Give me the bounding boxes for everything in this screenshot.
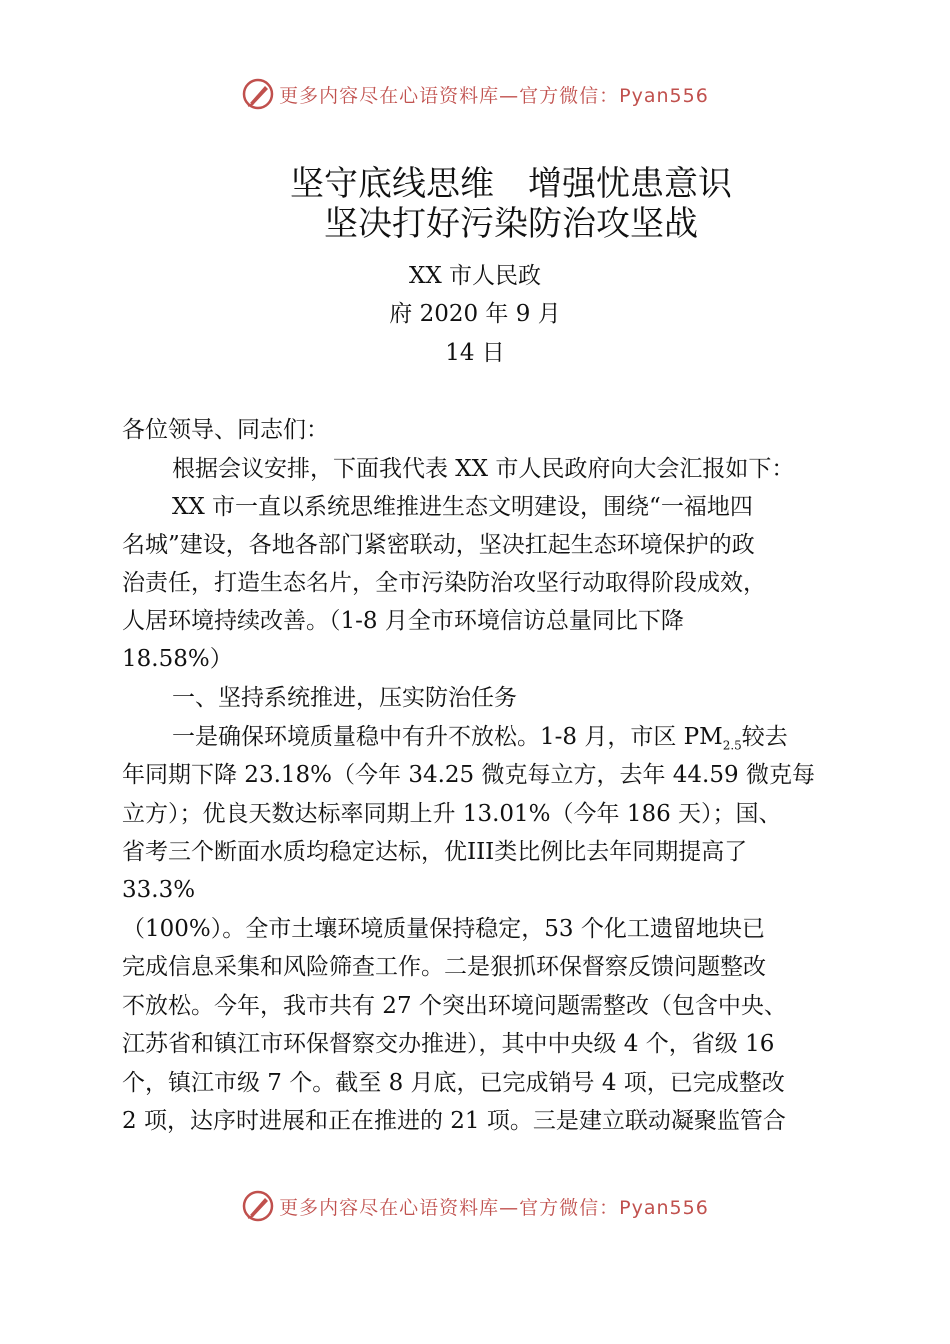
section-heading-1: 一、坚持系统推进，压实防治任务 (172, 685, 517, 711)
paragraph-2-line: 立方）；优良天数达标率同期上升 13.01%（今年 186 天）；国、 (122, 801, 782, 827)
byline-line-2: 府 2020 年 9 月 (389, 301, 561, 327)
paragraph-2-line: 完成信息采集和风险筛查工作。二是狠抓环保督察反馈问题整改 (122, 954, 766, 980)
intro-paragraph: 根据会议安排，下面我代表 XX 市人民政府向大会汇报如下： (172, 456, 795, 482)
byline-line-1: XX 市人民政 (408, 263, 542, 289)
byline-line-3: 14 日 (445, 340, 505, 366)
paragraph-1-line: 名城”建设，各地各部门紧密联动，坚决扛起生态环境保护的政 (122, 532, 755, 558)
paragraph-2-line: 2 项，达序时进展和正在推进的 21 项。三是建立联动凝聚监管合 (122, 1108, 786, 1134)
paragraph-1-line: XX 市一直以系统思维推进生态文明建设，围绕“一福地四 (172, 494, 753, 520)
paragraph-2-line: （100%）。全市土壤环境质量保持稳定，53 个化工遗留地块已 (122, 916, 765, 942)
paragraph-1-line: 18.58%） (122, 646, 233, 672)
paragraph-2-line: 年同期下降 23.18%（今年 34.25 微克每立方，去年 44.59 微克每 (122, 762, 815, 788)
paragraph-1-line: 治责任，打造生态名片，全市污染防治攻坚行动取得阶段成效， (122, 570, 766, 596)
quill-logo-icon (241, 1189, 275, 1223)
watermark-banner-bottom (0, 1186, 950, 1226)
greeting: 各位领导、同志们： (122, 417, 329, 443)
watermark-text: 更多内容尽在心语资料库—官方微信：Pyan556 (279, 1196, 709, 1219)
paragraph-2-line: 33.3% (122, 877, 196, 903)
watermark-banner-top (0, 74, 950, 114)
paragraph-2-line: 江苏省和镇江市环保督察交办推进），其中中央级 4 个，省级 16 (122, 1031, 775, 1057)
paragraph-2-text: 较去 (741, 724, 788, 750)
paragraph-2-line: 不放松。今年，我市共有 27 个突出环境问题需整改（包含中央、 (122, 993, 787, 1019)
paragraph-2-line: 个，镇江市级 7 个。截至 8 月底，已完成销号 4 项，已完成整改 (122, 1070, 785, 1096)
title-line-2: 坚决打好污染防治攻坚战 (324, 204, 698, 244)
title-line-1: 坚守底线思维 增强忧患意识 (290, 164, 732, 204)
pm-subscript: 2.5 (722, 738, 742, 753)
watermark-text: 更多内容尽在心语资料库—官方微信：Pyan556 (279, 84, 709, 107)
quill-logo-icon (241, 77, 275, 111)
paragraph-2-line: 省考三个断面水质均稳定达标，优III类比例比去年同期提高了 (122, 839, 748, 865)
paragraph-1-line: 人居环境持续改善。（1-8 月全市环境信访总量同比下降 (122, 608, 684, 634)
paragraph-2-text: 一是确保环境质量稳中有升不放松。1-8 月，市区 PM (172, 724, 723, 750)
